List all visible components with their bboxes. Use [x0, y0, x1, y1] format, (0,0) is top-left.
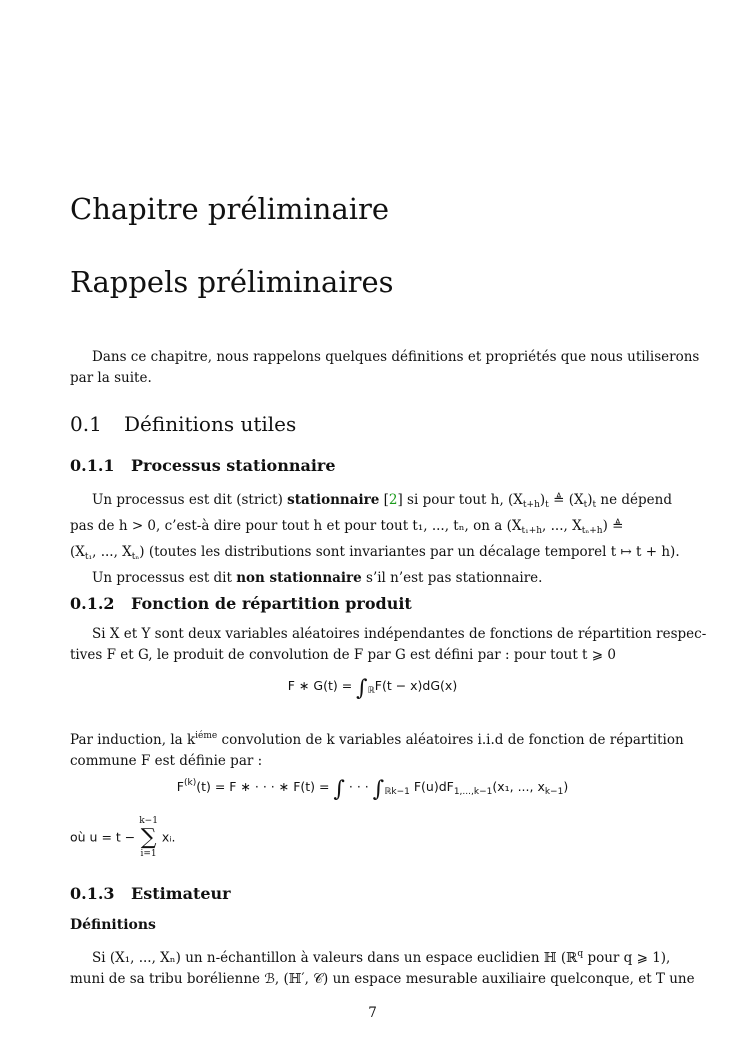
page-number: 7: [368, 1005, 377, 1021]
citation-link[interactable]: 2: [388, 492, 398, 508]
sum-line: où u = t − k−1 ∑ i=1 xᵢ.: [70, 816, 176, 859]
convolution-line-2: tives F et G, le produit de convolution de F par G est défini par : pour tout t ⩾ 0: [70, 647, 616, 663]
stationary-line-4: Un processus est dit non stationnaire s’il n’est pas stationnaire.: [92, 570, 543, 586]
intro-line-1: Dans ce chapitre, nous rappelons quelques définitions et propriétés que nous utiliserons: [92, 349, 700, 365]
equation-convolution: F ∗ $G(t) = \int_ℝF(t - x)dG(x)$: [287, 676, 458, 701]
subsection-title-2: Fonction de répartition produit: [131, 594, 412, 613]
estimator-line-1: Si (X₁, ..., Xₙ) un n-échantillon à valeurs dans un espace euclidien ℍ (ℝ$^q$ pour q ⩾ 1),: [92, 949, 671, 966]
stationary-paragraph: [70, 490, 680, 589]
integral-sign-1: ∫: [333, 777, 345, 802]
subsection-title-3: Estimateur: [131, 884, 231, 903]
sum-symbol: k−1 ∑ i=1: [139, 816, 158, 859]
paragraph-heading-definitions: Définitions: [70, 917, 156, 933]
induction-paragraph: [70, 726, 684, 772]
section-heading: [70, 412, 296, 436]
subsection-number-1: 0.1.1: [70, 456, 115, 475]
subsection-title-1: Processus stationnaire: [131, 456, 336, 475]
integral-sign: ∫: [356, 676, 368, 701]
integral-sign-2: ∫: [372, 777, 385, 802]
induction-line-1: Par induction, la $k^{iéme}$ convolution de k variables aléatoires i.i.d de fonction de répartition: [70, 731, 684, 748]
subsection-number-3: 0.1.3: [70, 884, 115, 903]
chapter-subtitle: Rappels préliminaires: [70, 265, 394, 299]
subsection-heading-3: [70, 884, 231, 903]
intro-paragraph: [70, 347, 700, 389]
subsection-heading-1: [70, 456, 336, 475]
stationary-line-1: Un processus est dit (strict) stationnaire [2] si pour tout h, $(X_{t+h})_t$ ≜ $(X_t)_t$ ne dépend: [92, 492, 672, 510]
section-title: Définitions utiles: [124, 412, 297, 436]
stationary-line-3: ($X_{t_1}$, ..., $X_{t_n}$) (toutes les distributions sont invariantes par un décalage temporel t ↦ t + h).: [70, 544, 680, 562]
convolution-paragraph: [70, 624, 707, 666]
subsection-heading-2: [70, 594, 412, 613]
subsection-number-2: 0.1.2: [70, 594, 115, 613]
estimator-line-2: muni de sa tribu borélienne ℬ, (ℍ′, 𝒞) un espace mesurable auxiliaire quelconque, et T une: [70, 971, 695, 987]
stationary-line-2: pas de h > 0, c’est-à dire pour tout h et pour tout t₁, ..., tₙ, on a ($X_{t_1+h}$, ..., $X_{t_n+h}$) ≜: [70, 518, 624, 536]
induction-line-2: commune F est définie par :: [70, 753, 263, 769]
estimator-paragraph: [70, 944, 695, 990]
intro-line-2: par la suite.: [70, 370, 152, 386]
convolution-line-1: Si X et Y sont deux variables aléatoires indépendantes de fonctions de répartition respec-: [92, 626, 707, 642]
equation-k-convolution: $F^{(k)}(t) = F$ ∗ · · · ∗ F(t) = ∫ · · · $\int_{ℝk-1}$ $F(u)dF_{1,...,k-1}(x_1$, ..., $x_{k-1}$): [176, 777, 569, 802]
section-number: 0.1: [70, 412, 102, 436]
chapter-title: Chapitre préliminaire: [70, 192, 390, 226]
